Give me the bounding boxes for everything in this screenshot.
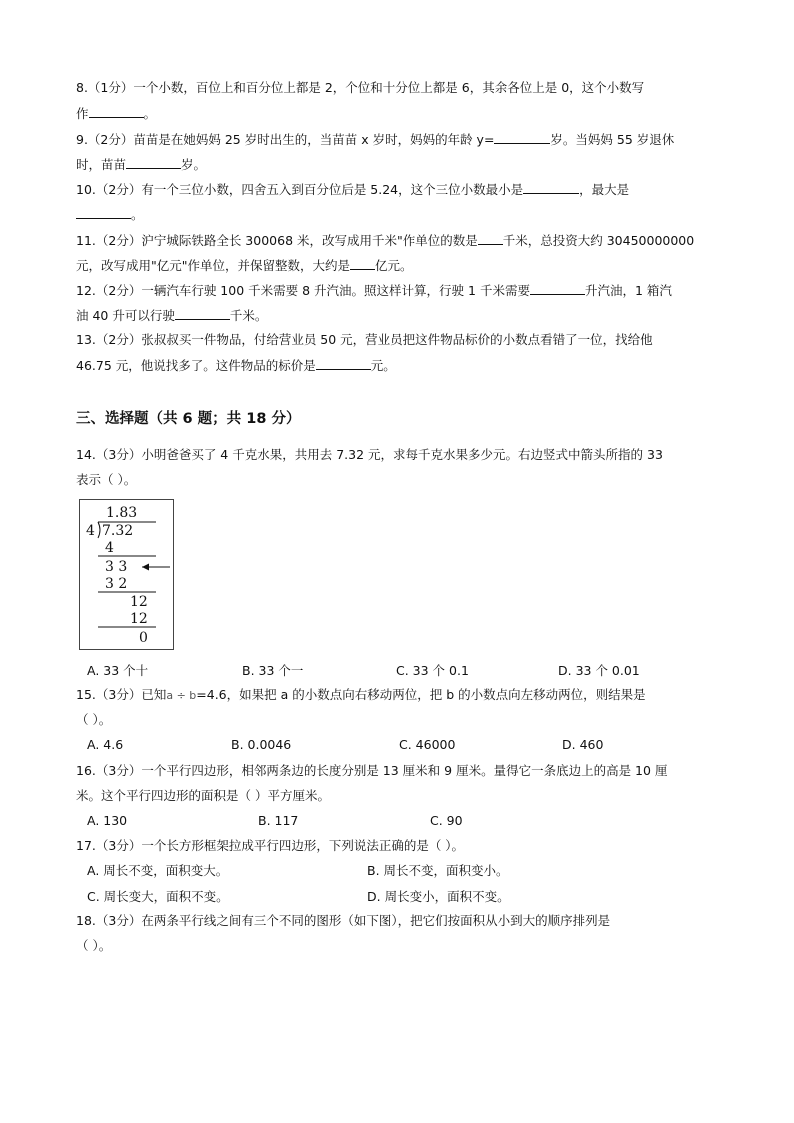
quotient-text: 1.83 <box>106 505 138 521</box>
q16-option-c[interactable]: C. 90 <box>430 813 463 828</box>
q15-option-c[interactable]: C. 46000 <box>399 737 456 752</box>
q17-line1: 17.（3分）一个长方形框架拉成平行四边形，下列说法正确的是（ ）。 <box>76 838 465 853</box>
q13-line2: 46.75 元，他说找多了。这件物品的标价是 元。 <box>76 358 396 373</box>
q16-line2: 米。这个平行四边形的面积是（ ）平方厘米。 <box>76 788 330 803</box>
q14-line1: 14.（3分）小明爸爸买了 4 千克水果，共用去 7.32 元，求每千克水果多少元。右边竖式中箭头所指的 33 <box>76 447 663 462</box>
q12-answer-blank-2[interactable] <box>175 306 230 320</box>
division-row-3: 3 2 <box>105 576 128 592</box>
division-row-5: 12 <box>130 611 148 627</box>
q11-answer-blank-2[interactable] <box>350 256 375 270</box>
q9-line2: 时，苗苗 岁。 <box>76 157 207 172</box>
q17-option-d[interactable]: D. 周长变小，面积不变。 <box>367 889 510 904</box>
q16-line1: 16.（3分）一个平行四边形，相邻两条边的长度分别是 13 厘米和 9 厘米。量得它一条底边上的高是 10 厘 <box>76 763 668 778</box>
q12-line1: 12.（2分）一辆汽车行驶 100 千米需要 8 升汽油。照这样计算，行驶 1 千米需要 升汽油，1 箱汽 <box>76 283 672 298</box>
long-division-figure <box>79 499 174 650</box>
division-row-2: 3 3 <box>105 559 128 575</box>
q15-expression: a ÷ b <box>166 689 197 702</box>
division-row-6: 0 <box>139 630 148 646</box>
q11-line2: 元，改写成用"亿元"作单位，并保留整数，大约是 亿元。 <box>76 258 413 273</box>
q14-option-c[interactable]: C. 33 个 0.1 <box>396 663 469 678</box>
q14-line2: 表示（ ）。 <box>76 472 137 487</box>
q18-line1: 18.（3分）在两条平行线之间有三个不同的图形（如下图），把它们按面积从小到大的顺序排列是 <box>76 913 611 928</box>
division-bracket-curve <box>98 522 100 538</box>
q12-answer-blank-1[interactable] <box>530 281 585 295</box>
division-row-4: 12 <box>130 594 148 610</box>
section-3-heading: 三、选择题（共 6 题；共 18 分） <box>76 411 301 427</box>
q10-answer-blank-2[interactable] <box>76 205 131 219</box>
q17-option-a[interactable]: A. 周长不变，面积变大。 <box>87 863 229 878</box>
q15-line1: 15.（3分）已知a ÷ b=4.6，如果把 a 的小数点向右移动两位，把 b 的小数点向左移动两位，则结果是 <box>76 687 646 702</box>
q14-option-a[interactable]: A. 33 个十 <box>87 663 149 678</box>
q9-line1: 9.（2分）苗苗是在她妈妈 25 岁时出生的，当苗苗 x 岁时，妈妈的年龄 y= 岁。当妈妈 55 岁退休 <box>76 132 675 147</box>
q10-answer-blank-1[interactable] <box>523 180 579 194</box>
q10-line2: 。 <box>76 205 144 224</box>
q15-option-b[interactable]: B. 0.0046 <box>231 737 292 752</box>
q8-line1: 8.（1分）一个小数，百位上和百分位上都是 2，个位和十分位上都是 6，其余各位上是 0，这个小数写 <box>76 80 645 95</box>
q16-option-b[interactable]: B. 117 <box>258 813 299 828</box>
dividend-text: 7.32 <box>102 523 134 539</box>
q9-answer-blank-1[interactable] <box>494 130 550 144</box>
q10-line1: 10.（2分）有一个三位小数，四舍五入到百分位后是 5.24，这个三位小数最小是 ，最大是 <box>76 182 630 197</box>
divisor-text: 4 <box>86 523 95 539</box>
q15-option-a[interactable]: A. 4.6 <box>87 737 124 752</box>
q15-line2: （ ）。 <box>76 712 112 727</box>
q12-line2: 油 40 升可以行驶 千米。 <box>76 308 268 323</box>
q17-option-c[interactable]: C. 周长变大，面积不变。 <box>87 889 229 904</box>
division-row-1: 4 <box>105 540 114 556</box>
long-division-svg <box>80 500 173 649</box>
q16-option-a[interactable]: A. 130 <box>87 813 128 828</box>
q14-option-d[interactable]: D. 33 个 0.01 <box>558 663 640 678</box>
q8-answer-blank[interactable] <box>89 104 144 118</box>
q17-option-b[interactable]: B. 周长不变，面积变小。 <box>367 863 509 878</box>
q8-line2: 作 。 <box>76 106 157 121</box>
q11-line1: 11.（2分）沪宁城际铁路全长 300068 米，改写成用千米"作单位的数是 千米，总投资大约 30450000000 <box>76 233 695 248</box>
pointer-arrow-icon <box>142 564 149 571</box>
q13-answer-blank[interactable] <box>316 356 371 370</box>
q13-line1: 13.（2分）张叔叔买一件物品，付给营业员 50 元，营业员把这件物品标价的小数点看错了一位，找给他 <box>76 332 653 347</box>
q11-answer-blank-1[interactable] <box>478 231 503 245</box>
q15-option-d[interactable]: D. 460 <box>562 737 604 752</box>
q9-answer-blank-2[interactable] <box>126 155 181 169</box>
q18-line2: （ ）。 <box>76 938 112 953</box>
q14-option-b[interactable]: B. 33 个一 <box>242 663 304 678</box>
